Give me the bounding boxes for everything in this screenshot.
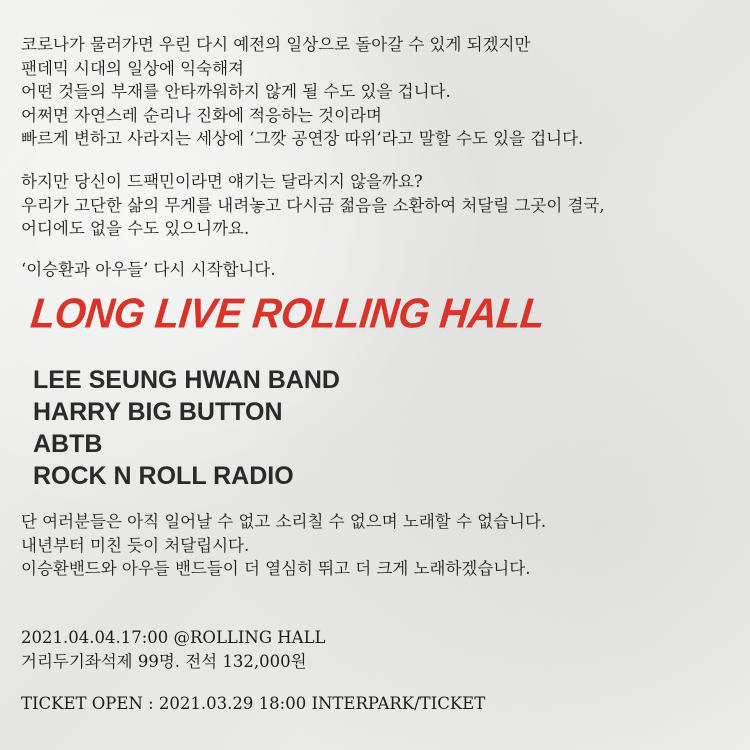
- notice-line: 이승환밴드와 아우들 밴드들이 더 열심히 뛰고 더 크게 노래하겠습니다.: [21, 559, 531, 578]
- intro-line: 팬데믹 시대의 일상에 익숙해져: [21, 58, 244, 78]
- restart-announcement: ‘이승환과 아우들’ 다시 시작합니다.: [21, 260, 276, 279]
- band-name: ROCK N ROLL RADIO: [33, 462, 294, 490]
- intro-line: 어떤 것들의 부재를 안타까워하지 않게 될 수도 있을 겁니다.: [21, 82, 451, 101]
- band-name: HARRY BIG BUTTON: [33, 398, 283, 426]
- notice-paragraph: [21, 510, 546, 581]
- band-lineup: [33, 364, 340, 492]
- intro-line: 빠르게 변하고 사라지는 세상에 ‘그깟 공연장 따위’라고 말할 수도 있을 겁니다.: [21, 129, 584, 148]
- headline-title: LONG LIVE ROLLING HALL: [28, 290, 547, 338]
- event-info: [21, 626, 325, 673]
- question-line: 어디에도 없을 수도 있으니까요.: [21, 219, 250, 238]
- notice-line: 내년부터 미친 듯이 처달립시다.: [21, 535, 250, 555]
- notice-line: 단 여러분들은 아직 일어날 수 없고 소리칠 수 없으며 노래할 수 없습니다.: [21, 512, 547, 531]
- band-name: LEE SEUNG HWAN BAND: [33, 366, 340, 394]
- band-name: ABTB: [33, 430, 103, 458]
- event-datetime-venue: 2021.04.04.17:00 @ROLLING HALL: [21, 628, 326, 647]
- question-line: 하지만 당신이 드팩민이라면 얘기는 달라지지 않을까요?: [21, 172, 423, 191]
- question-paragraph: [21, 170, 605, 241]
- ticket-open-info: TICKET OPEN : 2021.03.29 18:00 INTERPARK/TICKET: [21, 694, 486, 713]
- intro-paragraph: [21, 33, 583, 151]
- question-line: 우리가 고단한 삶의 무게를 내려놓고 다시금 젊음을 소환하여 처달릴 그곳이 결국,: [21, 195, 605, 215]
- intro-line: 어쩌면 자연스레 순리나 진화에 적응하는 것이라며: [21, 105, 382, 125]
- intro-line: 코로나가 물러가면 우린 다시 예전의 일상으로 돌아갈 수 있게 되겠지만: [21, 35, 531, 54]
- event-seating-price: 거리두기좌석제 99명. 전석 132,000원: [21, 651, 307, 671]
